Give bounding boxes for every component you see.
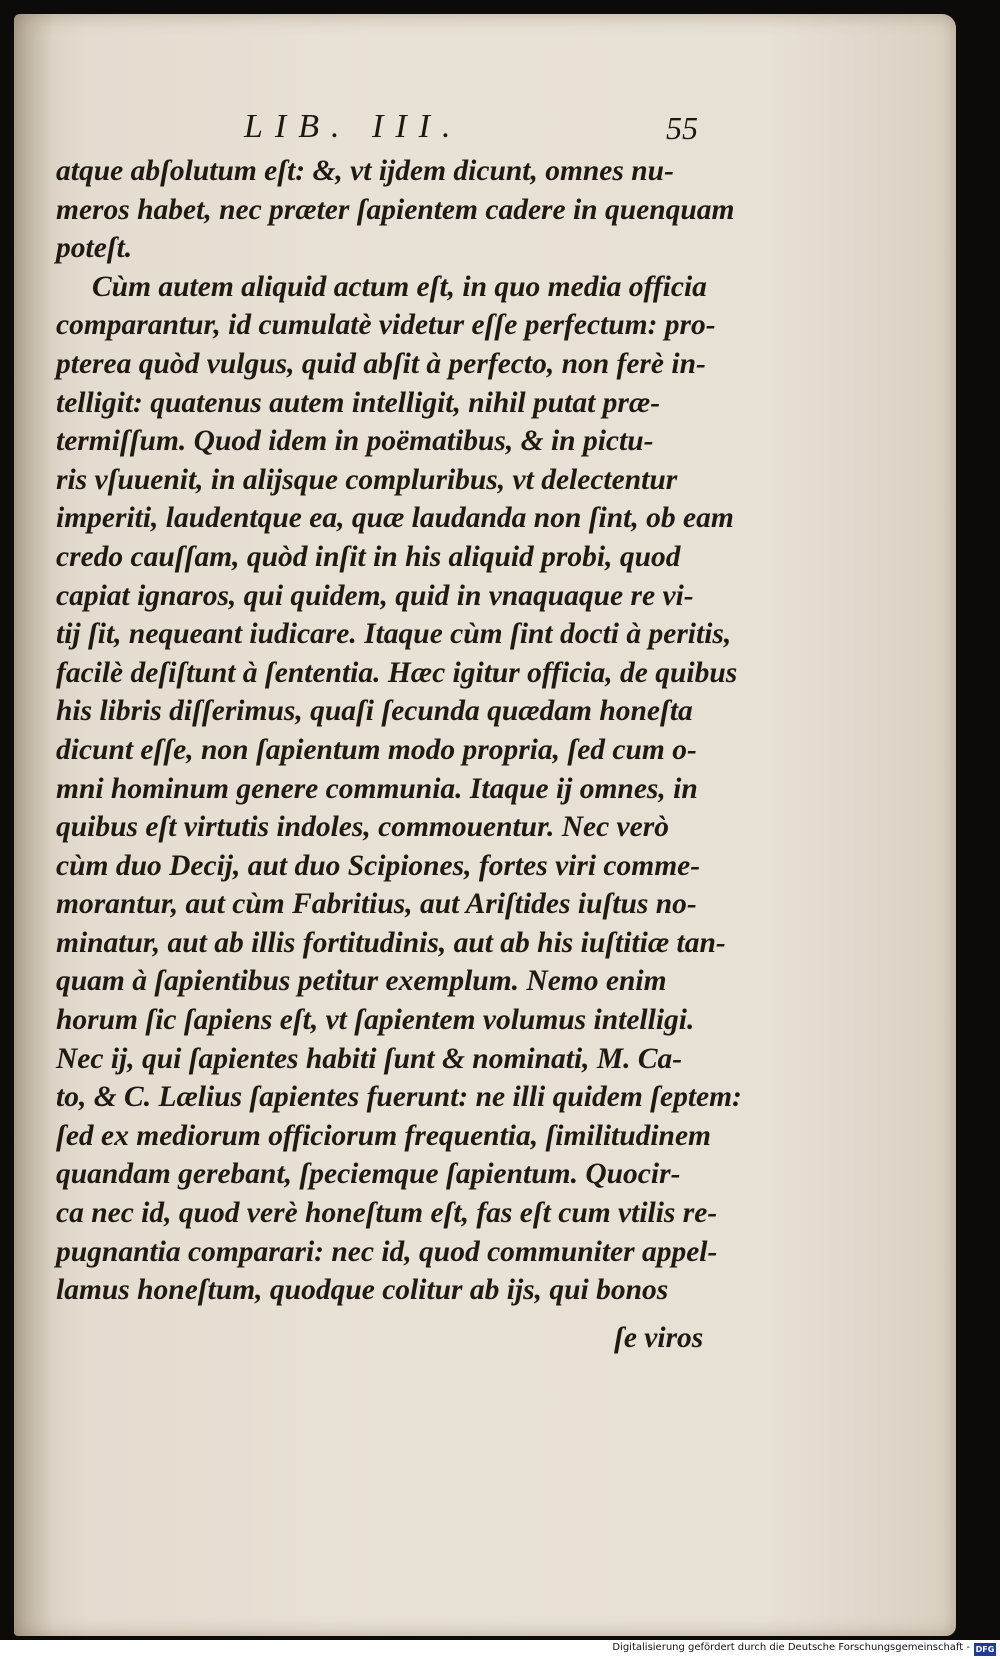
text-line: quibus eſt virtutis indoles, commouentur. Nec verò	[56, 811, 669, 844]
text-line: poteſt.	[56, 232, 133, 265]
text-line: tij ſit, nequeant iudicare. Itaque cùm ſint docti à peritis,	[56, 618, 732, 651]
text-line: Nec ij, qui ſapientes habiti ſunt & nominati, M. Ca-	[56, 1042, 683, 1075]
text-line: capiat ignaros, qui quidem, quid in vnaquaque re vi-	[56, 579, 694, 612]
text-line: his libris diſſerimus, quaſi ſecunda quædam honeſta	[56, 695, 693, 728]
text-line: credo cauſſam, quòd inſit in his aliquid probi, quod	[56, 540, 681, 573]
footer-credit: Digitalisierung gefördert durch die Deutsche Forschungsgemeinschaft -	[612, 1642, 970, 1653]
digitization-footer	[0, 1640, 1000, 1659]
text-line: pterea quòd vulgus, quid abſit à perfecto, non ferè in-	[56, 347, 706, 380]
text-line: lamus honeſtum, quodque colitur ab ijs, qui bonos	[56, 1274, 669, 1307]
text-line: quandam gerebant, ſpeciemque ſapientum. Quocir-	[56, 1158, 681, 1191]
text-line: atque abſolutum eſt: &, vt ijdem dicunt, omnes nu-	[56, 155, 674, 187]
text-line: cùm duo Decij, aut duo Scipiones, fortes viri comme-	[56, 849, 701, 882]
text-line: quam à ſapientibus petitur exemplum. Nemo enim	[56, 965, 667, 998]
text-line: comparantur, id cumulatè videtur eſſe perfectum: pro-	[56, 309, 716, 342]
text-line: ſed ex mediorum officiorum frequentia, ſimilitudinem	[56, 1119, 712, 1152]
text-line: facilè deſiſtunt à ſententia. Hæc igitur officia, de quibus	[56, 656, 738, 689]
text-line: imperiti, laudentque ea, quæ laudanda non ſint, ob eam	[56, 502, 734, 535]
text-line: ca nec id, quod verè honeſtum eſt, fas eſt cum vtilis re-	[56, 1197, 718, 1230]
text-line: morantur, aut cùm Fabritius, aut Ariſtides iuſtus no-	[56, 888, 697, 921]
dfg-logo: DFG	[975, 1645, 995, 1654]
text-line: minatur, aut ab illis fortitudinis, aut ab his iuſtitiæ tan-	[56, 926, 726, 959]
page-number: 55	[666, 110, 698, 146]
running-head	[0, 108, 965, 148]
text-line: horum ſic ſapiens eſt, vt ſapientem volumus intelligi.	[56, 1004, 695, 1037]
catchword: ſe viros	[614, 1322, 704, 1354]
running-head-title: LIB. III.	[244, 108, 463, 145]
text-line: ris vſuuenit, in alijsque compluribus, vt delectentur	[56, 463, 678, 496]
text-line: mni hominum genere communia. Itaque ij omnes, in	[56, 772, 698, 805]
text-line: telligit: quatenus autem intelligit, nihil putat præ-	[56, 386, 661, 419]
text-line: meros habet, nec præter ſapientem cadere in quenquam	[56, 193, 735, 226]
page-gutter-shadow	[14, 14, 54, 1636]
text-line: dicunt eſſe, non ſapientum modo propria, ſed cum o-	[56, 733, 697, 766]
text-line: to, & C. Lælius ſapientes fuerunt: ne illi quidem ſeptem:	[56, 1081, 742, 1114]
text-line: pugnantia comparari: nec id, quod communiter appel-	[56, 1235, 718, 1268]
text-line: termiſſum. Quod idem in poëmatibus, & in pictu-	[56, 425, 654, 458]
body-text	[56, 152, 746, 1310]
text-line: Cùm autem aliquid actum eſt, in quo media officia	[92, 270, 707, 303]
